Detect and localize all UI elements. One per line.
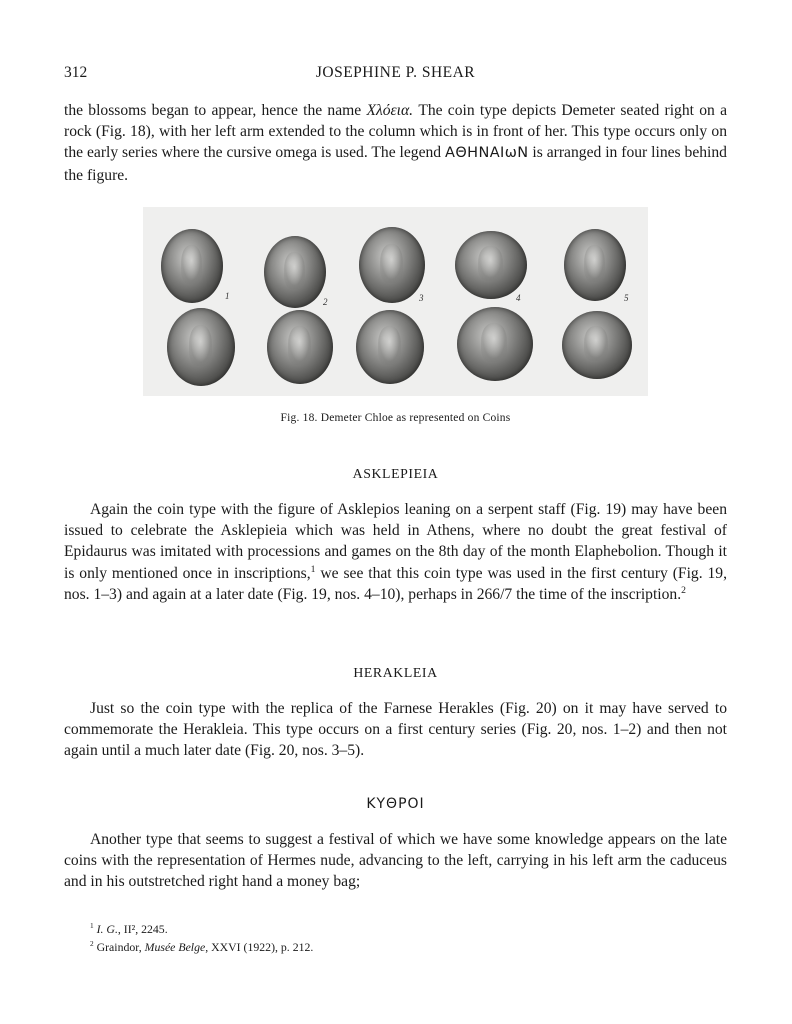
running-head-author: JOSEPHINE P. SHEAR bbox=[315, 64, 476, 81]
intro-text-3: is arranged in four lines behind the figure. bbox=[64, 144, 727, 184]
coin-reverse-2 bbox=[267, 310, 333, 384]
greek-festival-name: Χλόεια. bbox=[366, 102, 414, 119]
coin-plate-figure bbox=[143, 207, 648, 396]
coin-number-5: 5 bbox=[624, 293, 629, 303]
asklepieia-paragraph bbox=[64, 499, 727, 605]
footnote-1-text: , II², 2245. bbox=[117, 922, 168, 936]
footnote-2-mark: 2 bbox=[90, 939, 94, 949]
coin-obverse-1 bbox=[161, 229, 223, 303]
footnote-1-mark: 1 bbox=[90, 921, 94, 931]
kythroi-paragraph: Another type that seems to suggest a festival of which we have some knowledge appears on the late coins with the representation of Hermes nude, advancing to the left, carrying in his left arm the caduceus and in his outstretched right hand a money bag; bbox=[64, 831, 727, 891]
footnote-2 bbox=[90, 939, 313, 955]
coin-number-4: 4 bbox=[516, 293, 521, 303]
footnote-2-text: , XXVI (1922), p. 212. bbox=[205, 940, 314, 954]
coin-number-2: 2 bbox=[323, 297, 328, 307]
coin-reverse-3 bbox=[356, 310, 424, 384]
asklepieia-text-1: Again the coin type with the figure of Asklepios leaning on a serpent staff (Fig. 19) may have been issued to celebrate the Asklepieia which was held in Athens, where no doubt the great festival of Epidaurus was imitated with processions and games on the 8th day of the month Elaphebolion. Though it is only mentioned once in inscriptions, bbox=[64, 501, 727, 582]
footnote-ref-2: 2 bbox=[681, 584, 686, 596]
coin-obverse-3 bbox=[359, 227, 425, 303]
heading-asklepieia: ASKLEPIEIA bbox=[352, 466, 439, 481]
coin-number-1: 1 bbox=[225, 291, 230, 301]
intro-text-1: the blossoms began to appear, hence the name bbox=[64, 102, 367, 119]
coin-legend: ΑΘΗΝΑΙωΝ bbox=[445, 145, 529, 162]
figure-caption: Fig. 18. Demeter Chloe as represented on Coins bbox=[280, 412, 511, 424]
coin-obverse-5 bbox=[564, 229, 626, 301]
intro-text-2: The coin type depicts Demeter seated right on a rock (Fig. 18), with her left arm extended to the column which is in front of her. This type occurs only on the early series where the cursive omega is used. The legend bbox=[64, 102, 727, 162]
running-header bbox=[64, 64, 727, 86]
herakleia-paragraph: Just so the coin type with the replica of the Farnese Herakles (Fig. 20) on it may have served to commemorate the Herakleia. This type occurs on a first century series (Fig. 20, nos. 1–2) and then not again until a much later date (Fig. 20, nos. 3–5). bbox=[64, 700, 727, 760]
coin-reverse-5 bbox=[562, 311, 632, 379]
coin-number-3: 3 bbox=[419, 293, 424, 303]
coin-reverse-4 bbox=[457, 307, 533, 381]
coin-obverse-2 bbox=[264, 236, 326, 308]
coin-reverse-1 bbox=[167, 308, 235, 386]
footnote-1 bbox=[90, 921, 168, 937]
coin-obverse-4 bbox=[455, 231, 527, 299]
footnote-ref-1: 1 bbox=[310, 563, 316, 575]
footnote-2-author: Graindor, bbox=[96, 940, 145, 954]
footnote-2-title: Musée Belge bbox=[144, 940, 206, 954]
intro-paragraph bbox=[64, 100, 727, 186]
footnote-1-ref: I. G. bbox=[96, 922, 118, 936]
heading-kythroi: ΚΥΘΡΟΙ bbox=[366, 796, 425, 812]
heading-herakleia: HERAKLEIA bbox=[353, 665, 438, 680]
page-number: 312 bbox=[64, 64, 88, 81]
asklepieia-text-2: we see that this coin type was used in the first century (Fig. 19, nos. 1–3) and again at a later date (Fig. 19, nos. 4–10), perhaps in 266/7 the time of the inscription. bbox=[64, 564, 727, 603]
